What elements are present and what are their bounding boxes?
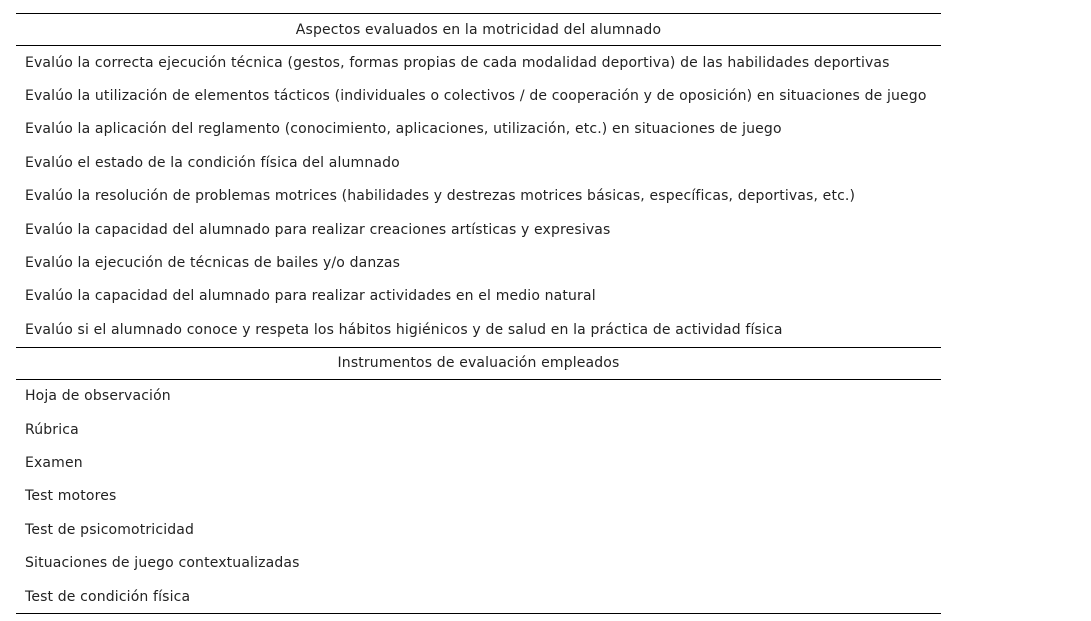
table-cell: Evalúo la capacidad del alumnado para realizar creaciones artísticas y expresivas — [25, 221, 611, 238]
table-cell: Evalúo la correcta ejecución técnica (gestos, formas propias de cada modalidad deportiva) de las habilidades deportivas — [25, 54, 890, 71]
evaluation-table-body — [16, 14, 941, 614]
table-row — [16, 379, 941, 413]
table-cell: Test de psicomotricidad — [25, 521, 195, 538]
table-row — [16, 313, 941, 347]
table-cell: Evalúo la utilización de elementos tácticos (individuales o colectivos / de cooperación y de oposición) en situaciones de juego — [25, 88, 927, 105]
table-cell: Hoja de observación — [25, 388, 171, 405]
table-cell: Evalúo la ejecución de técnicas de bailes y/o danzas — [25, 255, 401, 272]
table-row — [16, 513, 941, 546]
section-header-aspects: Aspectos evaluados en la motricidad del alumnado — [16, 14, 941, 46]
table-row — [16, 580, 941, 614]
table-row — [16, 79, 941, 112]
section-header-row-instruments — [16, 347, 941, 379]
section-header-instruments: Instrumentos de evaluación empleados — [16, 347, 941, 379]
table-cell: Test motores — [25, 488, 117, 505]
table-row — [16, 246, 941, 279]
table-cell: Evalúo la aplicación del reglamento (conocimiento, aplicaciones, utilización, etc.) en situaciones de juego — [25, 121, 782, 138]
table-row — [16, 113, 941, 146]
table-cell: Evalúo el estado de la condición física del alumnado — [25, 154, 400, 171]
table-cell: Evalúo la resolución de problemas motrices (habilidades y destrezas motrices básicas, específicas, deportivas, etc.) — [25, 188, 856, 205]
table-cell: Rúbrica — [25, 421, 79, 438]
table-cell: Evalúo la capacidad del alumnado para realizar actividades en el medio natural — [25, 288, 596, 305]
table-row — [16, 480, 941, 513]
section-header-row-aspects — [16, 14, 941, 46]
table-row — [16, 546, 941, 579]
table-row — [16, 213, 941, 246]
table-row — [16, 413, 941, 446]
table-row — [16, 46, 941, 80]
table-row — [16, 446, 941, 479]
table-row — [16, 180, 941, 213]
evaluation-table — [16, 13, 941, 614]
table-cell: Examen — [25, 454, 83, 471]
table-row — [16, 146, 941, 179]
table-cell: Test de condición física — [16, 580, 941, 614]
table-cell: Situaciones de juego contextualizadas — [25, 555, 300, 572]
table-cell: Evalúo si el alumnado conoce y respeta los hábitos higiénicos y de salud en la práctica de actividad física — [25, 321, 783, 338]
table-row — [16, 280, 941, 313]
